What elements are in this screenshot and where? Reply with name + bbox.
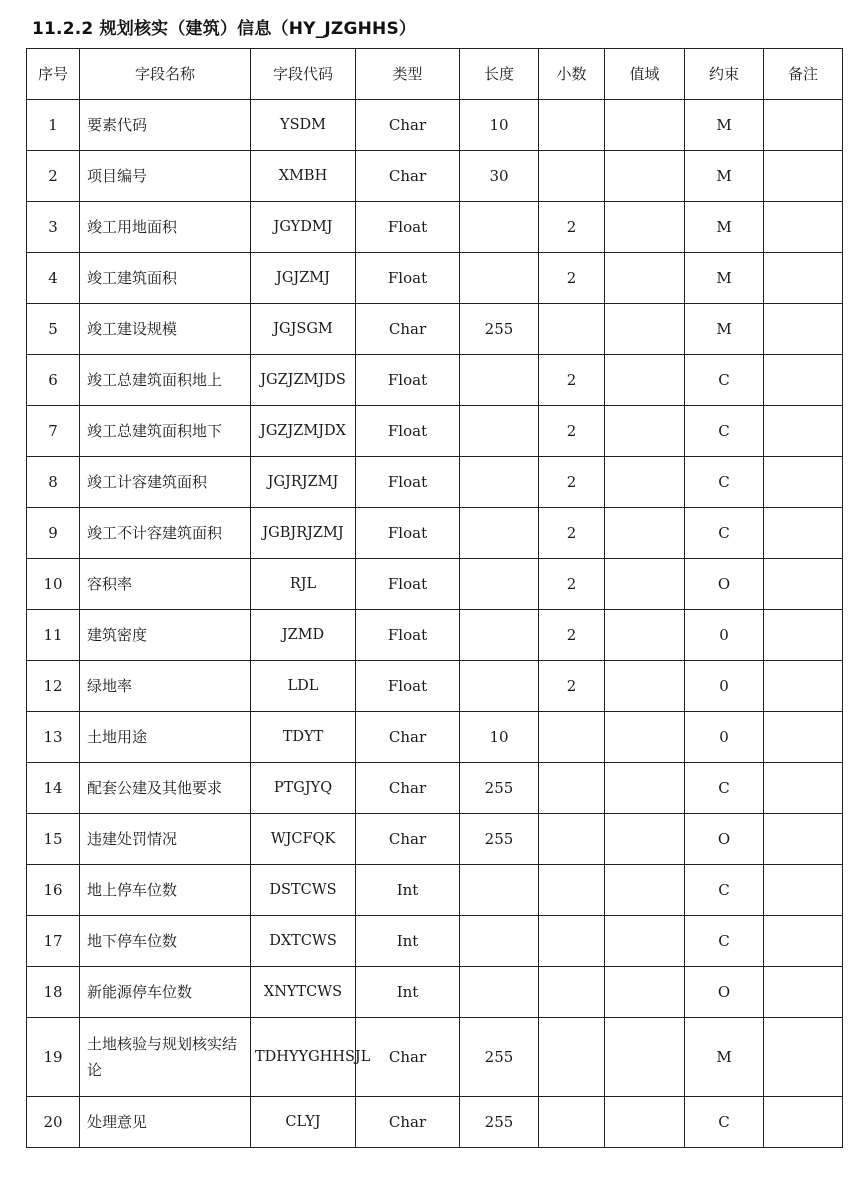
cell-type: Char: [356, 814, 460, 865]
cell-constraint: O: [685, 559, 764, 610]
table-row: [27, 559, 843, 610]
cell-decimal: 2: [539, 253, 605, 304]
cell-constraint: 0: [685, 610, 764, 661]
cell-length: 255: [460, 763, 539, 814]
cell-remark: [764, 1018, 843, 1097]
cell-constraint: M: [685, 1018, 764, 1097]
table-row: [27, 253, 843, 304]
cell-field-name: 竣工总建筑面积地下: [80, 406, 251, 457]
cell-field-code: DXTCWS: [251, 916, 356, 967]
cell-domain: [605, 406, 685, 457]
cell-field-code: JGJRJZMJ: [251, 457, 356, 508]
cell-length: 10: [460, 712, 539, 763]
cell-field-name: 违建处罚情况: [80, 814, 251, 865]
cell-constraint: O: [685, 967, 764, 1018]
cell-constraint: C: [685, 355, 764, 406]
cell-decimal: [539, 916, 605, 967]
cell-length: [460, 406, 539, 457]
cell-remark: [764, 202, 843, 253]
cell-constraint: M: [685, 202, 764, 253]
cell-type: Float: [356, 610, 460, 661]
cell-type: Char: [356, 763, 460, 814]
table-row: [27, 661, 843, 712]
cell-field-name: 竣工总建筑面积地上: [80, 355, 251, 406]
cell-no: 15: [27, 814, 80, 865]
cell-remark: [764, 865, 843, 916]
cell-constraint: C: [685, 457, 764, 508]
cell-type: Char: [356, 1018, 460, 1097]
cell-field-code: PTGJYQ: [251, 763, 356, 814]
cell-no: 1: [27, 100, 80, 151]
cell-decimal: [539, 1018, 605, 1097]
cell-type: Float: [356, 406, 460, 457]
cell-no: 13: [27, 712, 80, 763]
cell-field-code: JGJSGM: [251, 304, 356, 355]
cell-remark: [764, 610, 843, 661]
cell-field-name: 土地核验与规划核实结论: [80, 1018, 251, 1097]
cell-decimal: 2: [539, 457, 605, 508]
cell-domain: [605, 1097, 685, 1148]
cell-length: [460, 355, 539, 406]
cell-constraint: 0: [685, 712, 764, 763]
table-row: [27, 712, 843, 763]
cell-field-name: 竣工用地面积: [80, 202, 251, 253]
cell-field-name: 土地用途: [80, 712, 251, 763]
cell-field-name: 地下停车位数: [80, 916, 251, 967]
header-type: 类型: [356, 49, 460, 100]
cell-no: 16: [27, 865, 80, 916]
table-row: [27, 814, 843, 865]
table-row: [27, 304, 843, 355]
cell-constraint: C: [685, 1097, 764, 1148]
cell-type: Char: [356, 712, 460, 763]
cell-field-name: 处理意见: [80, 1097, 251, 1148]
cell-remark: [764, 1097, 843, 1148]
cell-type: Float: [356, 559, 460, 610]
cell-field-name: 竣工建筑面积: [80, 253, 251, 304]
header-domain: 值域: [605, 49, 685, 100]
header-field-name: 字段名称: [80, 49, 251, 100]
cell-domain: [605, 253, 685, 304]
cell-length: [460, 202, 539, 253]
cell-length: 10: [460, 100, 539, 151]
cell-decimal: [539, 1097, 605, 1148]
cell-domain: [605, 559, 685, 610]
cell-domain: [605, 355, 685, 406]
cell-field-name: 竣工不计容建筑面积: [80, 508, 251, 559]
cell-type: Float: [356, 508, 460, 559]
cell-type: Int: [356, 916, 460, 967]
cell-remark: [764, 814, 843, 865]
table-row: [27, 508, 843, 559]
cell-domain: [605, 151, 685, 202]
table-row: [27, 100, 843, 151]
cell-remark: [764, 253, 843, 304]
cell-remark: [764, 559, 843, 610]
cell-remark: [764, 916, 843, 967]
cell-remark: [764, 967, 843, 1018]
cell-field-code: TDHYYGHHSJL: [251, 1018, 356, 1097]
cell-length: [460, 508, 539, 559]
cell-type: Char: [356, 304, 460, 355]
cell-decimal: [539, 814, 605, 865]
cell-decimal: [539, 763, 605, 814]
cell-type: Float: [356, 661, 460, 712]
cell-remark: [764, 712, 843, 763]
cell-domain: [605, 763, 685, 814]
cell-field-code: JZMD: [251, 610, 356, 661]
cell-no: 17: [27, 916, 80, 967]
cell-no: 18: [27, 967, 80, 1018]
cell-domain: [605, 916, 685, 967]
cell-constraint: M: [685, 253, 764, 304]
cell-field-name: 容积率: [80, 559, 251, 610]
cell-field-name: 项目编号: [80, 151, 251, 202]
cell-type: Char: [356, 1097, 460, 1148]
cell-field-name: 地上停车位数: [80, 865, 251, 916]
cell-domain: [605, 1018, 685, 1097]
cell-length: [460, 457, 539, 508]
cell-decimal: 2: [539, 559, 605, 610]
table-row: [27, 865, 843, 916]
cell-field-code: JGZJZMJDX: [251, 406, 356, 457]
header-constraint: 约束: [685, 49, 764, 100]
cell-length: [460, 559, 539, 610]
cell-length: [460, 967, 539, 1018]
cell-domain: [605, 508, 685, 559]
cell-length: 255: [460, 1097, 539, 1148]
cell-type: Int: [356, 865, 460, 916]
cell-domain: [605, 865, 685, 916]
table-row: [27, 610, 843, 661]
cell-length: 30: [460, 151, 539, 202]
cell-no: 5: [27, 304, 80, 355]
cell-no: 7: [27, 406, 80, 457]
cell-no: 20: [27, 1097, 80, 1148]
cell-field-code: JGYDMJ: [251, 202, 356, 253]
cell-no: 2: [27, 151, 80, 202]
cell-remark: [764, 661, 843, 712]
cell-field-code: WJCFQK: [251, 814, 356, 865]
cell-field-name: 建筑密度: [80, 610, 251, 661]
cell-remark: [764, 763, 843, 814]
cell-domain: [605, 457, 685, 508]
cell-decimal: [539, 151, 605, 202]
cell-type: Float: [356, 457, 460, 508]
cell-type: Float: [356, 202, 460, 253]
cell-decimal: 2: [539, 202, 605, 253]
cell-field-name: 竣工计容建筑面积: [80, 457, 251, 508]
cell-no: 3: [27, 202, 80, 253]
cell-domain: [605, 712, 685, 763]
cell-decimal: [539, 865, 605, 916]
cell-type: Int: [356, 967, 460, 1018]
cell-field-code: RJL: [251, 559, 356, 610]
cell-constraint: O: [685, 814, 764, 865]
cell-field-code: XMBH: [251, 151, 356, 202]
cell-constraint: M: [685, 151, 764, 202]
header-remark: 备注: [764, 49, 843, 100]
cell-decimal: [539, 100, 605, 151]
cell-domain: [605, 100, 685, 151]
cell-field-code: JGJZMJ: [251, 253, 356, 304]
cell-decimal: [539, 712, 605, 763]
cell-length: [460, 661, 539, 712]
cell-constraint: 0: [685, 661, 764, 712]
table-row: [27, 202, 843, 253]
cell-no: 19: [27, 1018, 80, 1097]
cell-constraint: C: [685, 763, 764, 814]
cell-constraint: M: [685, 100, 764, 151]
cell-remark: [764, 508, 843, 559]
cell-length: [460, 916, 539, 967]
header-field-code: 字段代码: [251, 49, 356, 100]
cell-remark: [764, 151, 843, 202]
cell-decimal: [539, 304, 605, 355]
table-row: [27, 355, 843, 406]
cell-length: 255: [460, 1018, 539, 1097]
cell-field-name: 绿地率: [80, 661, 251, 712]
cell-length: 255: [460, 304, 539, 355]
cell-field-name: 新能源停车位数: [80, 967, 251, 1018]
cell-length: [460, 865, 539, 916]
table-row: [27, 967, 843, 1018]
header-length: 长度: [460, 49, 539, 100]
cell-decimal: [539, 967, 605, 1018]
cell-domain: [605, 814, 685, 865]
cell-no: 4: [27, 253, 80, 304]
cell-no: 14: [27, 763, 80, 814]
cell-domain: [605, 202, 685, 253]
cell-no: 11: [27, 610, 80, 661]
cell-decimal: 2: [539, 406, 605, 457]
cell-no: 9: [27, 508, 80, 559]
cell-field-code: CLYJ: [251, 1097, 356, 1148]
cell-field-code: XNYTCWS: [251, 967, 356, 1018]
cell-constraint: C: [685, 865, 764, 916]
cell-length: [460, 253, 539, 304]
header-no: 序号: [27, 49, 80, 100]
cell-no: 6: [27, 355, 80, 406]
table-row: [27, 1018, 843, 1097]
cell-no: 12: [27, 661, 80, 712]
cell-decimal: 2: [539, 355, 605, 406]
table-row: [27, 916, 843, 967]
cell-constraint: C: [685, 406, 764, 457]
cell-field-code: TDYT: [251, 712, 356, 763]
cell-field-name: 要素代码: [80, 100, 251, 151]
section-title: 11.2.2 规划核实（建筑）信息（HY_JZGHHS）: [32, 19, 417, 39]
cell-type: Char: [356, 151, 460, 202]
cell-type: Char: [356, 100, 460, 151]
cell-remark: [764, 355, 843, 406]
cell-length: [460, 610, 539, 661]
cell-remark: [764, 406, 843, 457]
table-row: [27, 151, 843, 202]
table-row: [27, 457, 843, 508]
cell-field-code: JGBJRJZMJ: [251, 508, 356, 559]
cell-decimal: 2: [539, 661, 605, 712]
cell-field-name: 竣工建设规模: [80, 304, 251, 355]
cell-field-code: LDL: [251, 661, 356, 712]
table-row: [27, 406, 843, 457]
cell-domain: [605, 661, 685, 712]
table-header-row: [27, 49, 843, 100]
cell-no: 10: [27, 559, 80, 610]
field-spec-table: [26, 48, 843, 1148]
cell-length: 255: [460, 814, 539, 865]
cell-field-code: YSDM: [251, 100, 356, 151]
cell-constraint: M: [685, 304, 764, 355]
cell-field-name: 配套公建及其他要求: [80, 763, 251, 814]
cell-constraint: C: [685, 916, 764, 967]
cell-domain: [605, 304, 685, 355]
cell-constraint: C: [685, 508, 764, 559]
table-row: [27, 763, 843, 814]
cell-type: Float: [356, 355, 460, 406]
cell-field-code: JGZJZMJDS: [251, 355, 356, 406]
cell-domain: [605, 967, 685, 1018]
header-decimal: 小数: [539, 49, 605, 100]
table-row: [27, 1097, 843, 1148]
cell-remark: [764, 457, 843, 508]
cell-type: Float: [356, 253, 460, 304]
cell-no: 8: [27, 457, 80, 508]
cell-remark: [764, 100, 843, 151]
cell-remark: [764, 304, 843, 355]
cell-decimal: 2: [539, 508, 605, 559]
cell-field-code: DSTCWS: [251, 865, 356, 916]
cell-decimal: 2: [539, 610, 605, 661]
cell-domain: [605, 610, 685, 661]
